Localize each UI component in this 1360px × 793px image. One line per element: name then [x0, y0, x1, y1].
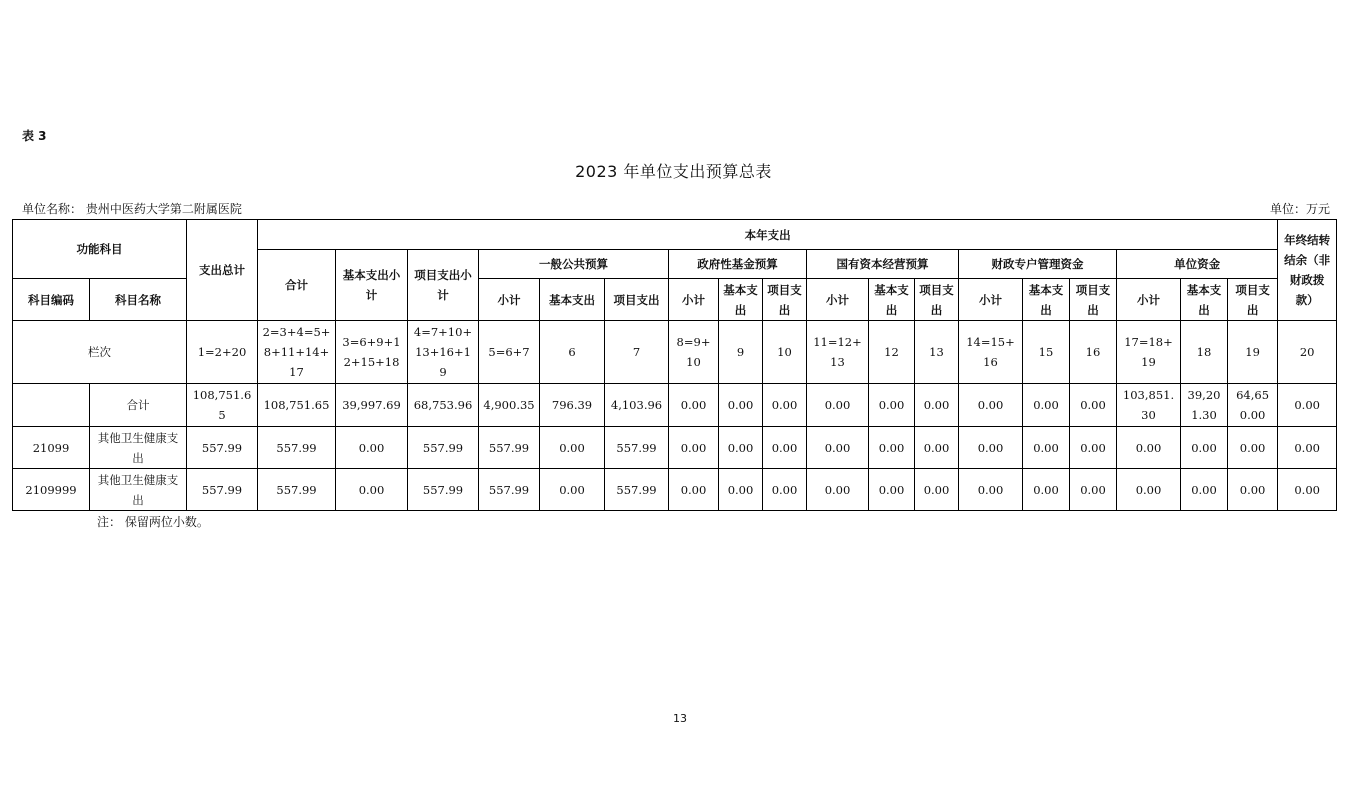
- value-cell: 64,650.00: [1228, 384, 1278, 427]
- value-cell: 108,751.65: [258, 384, 336, 427]
- header-basic: 基本支出: [869, 279, 915, 321]
- header-xiaoji: 小计: [1117, 279, 1181, 321]
- value-cell: 557.99: [258, 469, 336, 511]
- row-name: 其他卫生健康支出: [90, 469, 187, 511]
- value-cell: 0.00: [719, 469, 763, 511]
- value-cell: 0.00: [763, 427, 807, 469]
- page-title: 2023 年单位支出预算总表: [575, 162, 772, 181]
- header-basic-subtotal: 基本支出小计: [336, 250, 408, 321]
- value-cell: 0.00: [959, 384, 1023, 427]
- row-name: 合计: [90, 384, 187, 427]
- header-current-year: 本年支出: [258, 220, 1278, 250]
- footnote: 注： 保留两位小数。: [97, 515, 209, 529]
- header-project: 项目支出: [915, 279, 959, 321]
- value-cell: 0.00: [869, 427, 915, 469]
- lanci-cell: 18: [1181, 321, 1228, 384]
- value-cell: 0.00: [763, 469, 807, 511]
- lanci-cell: 13: [915, 321, 959, 384]
- header-project: 项目支出: [1228, 279, 1278, 321]
- value-cell: 0.00: [719, 384, 763, 427]
- row-name: 其他卫生健康支出: [90, 427, 187, 469]
- header-project: 项目支出: [605, 279, 669, 321]
- table-number: 表 3: [22, 129, 47, 143]
- value-cell: 0.00: [336, 469, 408, 511]
- value-cell: 796.39: [540, 384, 605, 427]
- value-cell: 557.99: [479, 469, 540, 511]
- lanci-label: 栏次: [13, 321, 187, 384]
- value-cell: 0.00: [540, 427, 605, 469]
- lanci-cell: 16: [1070, 321, 1117, 384]
- value-cell: 557.99: [408, 427, 479, 469]
- header-project: 项目支出: [1070, 279, 1117, 321]
- header-code: 科目编码: [13, 279, 90, 321]
- header-func-subject: 功能科目: [13, 220, 187, 279]
- value-cell: 68,753.96: [408, 384, 479, 427]
- value-cell: 4,900.35: [479, 384, 540, 427]
- header-state-capital: 国有资本经营预算: [807, 250, 959, 279]
- header-carryover: 年终结转结余（非财政拨款）: [1278, 220, 1337, 321]
- lanci-cell: 6: [540, 321, 605, 384]
- lanci-cell: 3=6+9+12+15+18: [336, 321, 408, 384]
- value-cell: 0.00: [869, 469, 915, 511]
- header-heji: 合计: [258, 250, 336, 321]
- page-number: 13: [673, 712, 687, 725]
- value-cell: 0.00: [1181, 469, 1228, 511]
- header-basic: 基本支出: [1181, 279, 1228, 321]
- value-cell: 0.00: [959, 427, 1023, 469]
- value-cell: 557.99: [605, 427, 669, 469]
- value-cell: 0.00: [869, 384, 915, 427]
- lanci-cell: 1=2+20: [187, 321, 258, 384]
- lanci-cell: 4=7+10+13+16+19: [408, 321, 479, 384]
- value-cell: 0.00: [1278, 427, 1337, 469]
- value-cell: 0.00: [1278, 469, 1337, 511]
- value-cell: 0.00: [1181, 427, 1228, 469]
- value-cell: 0.00: [1117, 427, 1181, 469]
- lanci-cell: 14=15+16: [959, 321, 1023, 384]
- value-cell: 0.00: [807, 427, 869, 469]
- header-total: 支出总计: [187, 220, 258, 321]
- row-code: 2109999: [13, 469, 90, 511]
- value-cell: 0.00: [915, 384, 959, 427]
- unit-name: 单位名称： 贵州中医药大学第二附属医院: [22, 202, 242, 216]
- value-cell: 557.99: [187, 427, 258, 469]
- value-cell: 557.99: [258, 427, 336, 469]
- value-cell: 0.00: [669, 384, 719, 427]
- value-cell: 0.00: [1023, 384, 1070, 427]
- value-cell: 103,851.30: [1117, 384, 1181, 427]
- value-cell: 0.00: [915, 469, 959, 511]
- value-cell: 0.00: [1117, 469, 1181, 511]
- lanci-cell: 10: [763, 321, 807, 384]
- header-special-fund: 财政专户管理资金: [959, 250, 1117, 279]
- lanci-cell: 19: [1228, 321, 1278, 384]
- value-cell: 0.00: [1278, 384, 1337, 427]
- header-xiaoji: 小计: [479, 279, 540, 321]
- header-basic: 基本支出: [719, 279, 763, 321]
- header-name: 科目名称: [90, 279, 187, 321]
- row-code: 21099: [13, 427, 90, 469]
- header-gov-fund: 政府性基金预算: [669, 250, 807, 279]
- value-cell: 0.00: [959, 469, 1023, 511]
- value-cell: 0.00: [763, 384, 807, 427]
- value-cell: 557.99: [479, 427, 540, 469]
- value-cell: 0.00: [669, 469, 719, 511]
- header-general-budget: 一般公共预算: [479, 250, 669, 279]
- budget-table: [12, 219, 1337, 511]
- header-basic: 基本支出: [540, 279, 605, 321]
- lanci-cell: 15: [1023, 321, 1070, 384]
- lanci-cell: 5=6+7: [479, 321, 540, 384]
- value-cell: 0.00: [1228, 469, 1278, 511]
- value-cell: 0.00: [1070, 384, 1117, 427]
- value-cell: 0.00: [915, 427, 959, 469]
- lanci-cell: 9: [719, 321, 763, 384]
- table-row: [13, 427, 1337, 469]
- header-xiaoji: 小计: [669, 279, 719, 321]
- value-cell: 108,751.65: [187, 384, 258, 427]
- table-row: [13, 469, 1337, 511]
- lanci-cell: 11=12+13: [807, 321, 869, 384]
- lanci-cell: 7: [605, 321, 669, 384]
- value-cell: 0.00: [1023, 427, 1070, 469]
- value-cell: 4,103.96: [605, 384, 669, 427]
- value-cell: 39,201.30: [1181, 384, 1228, 427]
- header-unit-fund: 单位资金: [1117, 250, 1278, 279]
- value-cell: 557.99: [605, 469, 669, 511]
- value-cell: 0.00: [1070, 469, 1117, 511]
- table-row-total: [13, 384, 1337, 427]
- header-xiaoji: 小计: [807, 279, 869, 321]
- value-cell: 557.99: [187, 469, 258, 511]
- value-cell: 0.00: [807, 384, 869, 427]
- unit-label: 单位：万元: [1269, 202, 1330, 216]
- lanci-cell: 12: [869, 321, 915, 384]
- value-cell: 0.00: [540, 469, 605, 511]
- value-cell: 557.99: [408, 469, 479, 511]
- value-cell: 0.00: [1023, 469, 1070, 511]
- header-xiaoji: 小计: [959, 279, 1023, 321]
- lanci-cell: 2=3+4=5+8+11+14+17: [258, 321, 336, 384]
- value-cell: 0.00: [336, 427, 408, 469]
- value-cell: 0.00: [807, 469, 869, 511]
- value-cell: 0.00: [719, 427, 763, 469]
- row-code: [13, 384, 90, 427]
- lanci-cell: 20: [1278, 321, 1337, 384]
- value-cell: 0.00: [1070, 427, 1117, 469]
- value-cell: 0.00: [669, 427, 719, 469]
- value-cell: 39,997.69: [336, 384, 408, 427]
- lanci-cell: 17=18+19: [1117, 321, 1181, 384]
- header-project: 项目支出: [763, 279, 807, 321]
- header-project-subtotal: 项目支出小计: [408, 250, 479, 321]
- lanci-cell: 8=9+10: [669, 321, 719, 384]
- header-basic: 基本支出: [1023, 279, 1070, 321]
- value-cell: 0.00: [1228, 427, 1278, 469]
